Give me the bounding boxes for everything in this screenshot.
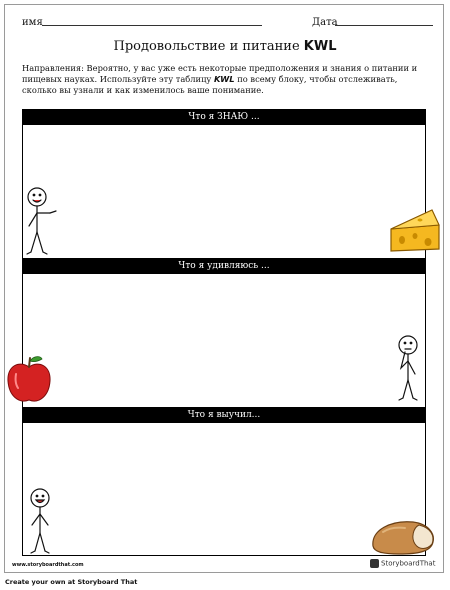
title-text: Продовольствие и питание	[113, 39, 300, 54]
brand-name: StoryboardThat	[381, 559, 436, 568]
instructions-label: Направления:	[22, 63, 84, 73]
cheese-icon	[388, 207, 442, 257]
section-know[interactable]	[22, 109, 426, 259]
instructions-kwl: KWL	[213, 74, 235, 84]
section-learned[interactable]	[22, 407, 426, 556]
section-learned-heading: Что я выучил...	[23, 408, 425, 423]
stick-figure-happy-icon	[27, 487, 61, 557]
section-wonder[interactable]	[22, 258, 426, 408]
instructions-part1: Вероятно, у вас уже есть некоторые предположения и знания о питании и пищевых науках. Используйте эту таблицу	[22, 63, 418, 84]
date-field-line[interactable]	[335, 25, 433, 26]
section-wonder-heading: Что я удивляюсь ...	[23, 259, 425, 274]
title-kwl: KWL	[303, 39, 337, 54]
name-label: имя	[22, 17, 43, 28]
apple-icon	[5, 354, 53, 406]
site-url[interactable]: www.storyboardthat.com	[12, 562, 84, 568]
stick-figure-thinking-icon	[393, 334, 425, 404]
brand-logo	[370, 559, 435, 568]
bread-icon	[369, 516, 437, 556]
stick-figure-pointing-icon	[22, 186, 64, 258]
section-know-heading: Что я ЗНАЮ ...	[23, 110, 425, 125]
footer-tagline[interactable]: Create your own at Storyboard That	[5, 578, 138, 586]
worksheet-title	[0, 39, 450, 54]
date-label: Дата	[312, 17, 338, 28]
instructions	[22, 63, 430, 96]
name-field-line[interactable]	[42, 25, 262, 26]
instructions-part2: по всему блоку, чтобы отслеживать, сколько вы узнали и как изменилось ваше понимание.	[22, 74, 398, 95]
storyboard-logo-icon	[370, 559, 379, 568]
